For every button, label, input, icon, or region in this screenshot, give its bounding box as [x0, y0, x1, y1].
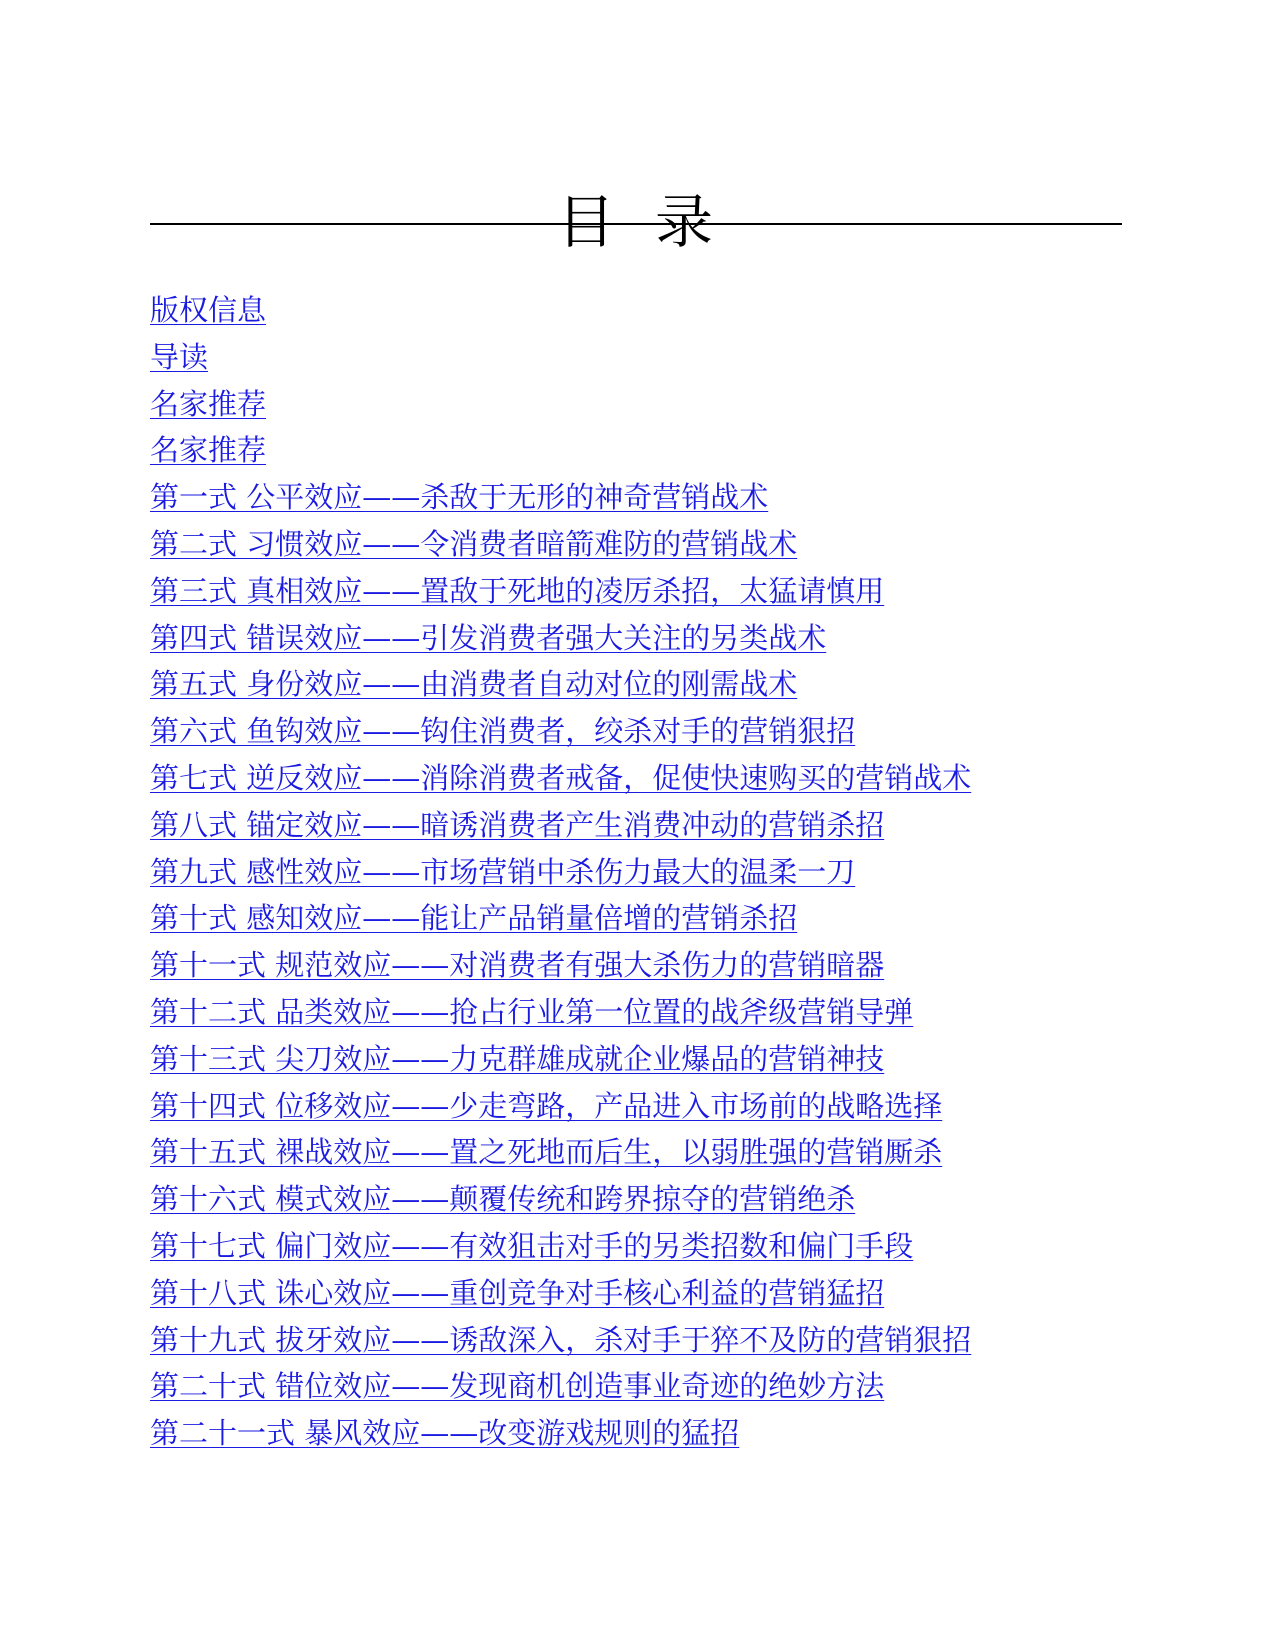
toc-link-chapter-18[interactable]: 第十八式 诛心效应——重创竞争对手核心利益的营销猛招: [150, 1275, 885, 1310]
toc-link-chapter-5[interactable]: 第五式 身份效应——由消费者自动对位的刚需战术: [150, 667, 798, 702]
toc-link-chapter-11[interactable]: 第十一式 规范效应——对消费者有强大杀伤力的营销暗器: [150, 948, 885, 983]
toc-item: [150, 989, 971, 1036]
toc-link-chapter-12[interactable]: 第十二式 品类效应——抢占行业第一位置的战斧级营销导弹: [150, 994, 914, 1029]
toc-link-recommendations-1[interactable]: 名家推荐: [150, 386, 267, 421]
toc-link-chapter-4[interactable]: 第四式 错误效应——引发消费者强大关注的另类战术: [150, 620, 827, 655]
toc-item: [150, 895, 971, 942]
toc-item: [150, 1317, 971, 1364]
toc-link-chapter-9[interactable]: 第九式 感性效应——市场营销中杀伤力最大的温柔一刀: [150, 854, 856, 889]
toc-link-chapter-20[interactable]: 第二十式 错位效应——发现商机创造事业奇迹的绝妙方法: [150, 1369, 885, 1404]
toc-item: [150, 708, 971, 755]
toc-item: [150, 521, 971, 568]
toc-link-chapter-1[interactable]: 第一式 公平效应——杀敌于无形的神奇营销战术: [150, 480, 769, 515]
toc-item: [150, 1223, 971, 1270]
toc-item: [150, 1036, 971, 1083]
toc-item: [150, 1083, 971, 1130]
toc-item: [150, 1176, 971, 1223]
toc-item: [150, 942, 971, 989]
toc-link-chapter-14[interactable]: 第十四式 位移效应——少走弯路，产品进入市场前的战略选择: [150, 1088, 943, 1123]
toc-item: [150, 1129, 971, 1176]
toc-link-chapter-15[interactable]: 第十五式 裸战效应——置之死地而后生，以弱胜强的营销厮杀: [150, 1135, 943, 1170]
table-of-contents: [150, 287, 971, 1457]
toc-item: [150, 427, 971, 474]
toc-item: [150, 802, 971, 849]
toc-link-chapter-21[interactable]: 第二十一式 暴风效应——改变游戏规则的猛招: [150, 1416, 740, 1451]
toc-link-chapter-10[interactable]: 第十式 感知效应——能让产品销量倍增的营销杀招: [150, 901, 798, 936]
toc-link-chapter-3[interactable]: 第三式 真相效应——置敌于死地的凌厉杀招，太猛请慎用: [150, 573, 885, 608]
toc-link-copyright[interactable]: 版权信息: [150, 293, 267, 327]
toc-item: [150, 568, 971, 615]
toc-link-chapter-2[interactable]: 第二式 习惯效应——令消费者暗箭难防的营销战术: [150, 526, 798, 561]
toc-item: [150, 1410, 971, 1457]
toc-link-chapter-7[interactable]: 第七式 逆反效应——消除消费者戒备，促使快速购买的营销战术: [150, 760, 972, 795]
toc-link-chapter-19[interactable]: 第十九式 拔牙效应——诱敌深入，杀对手于猝不及防的营销狠招: [150, 1322, 972, 1357]
page-title: 目录: [556, 187, 753, 256]
toc-item: [150, 661, 971, 708]
toc-link-recommendations-2[interactable]: 名家推荐: [150, 433, 267, 468]
toc-link-introduction[interactable]: 导读: [150, 339, 209, 374]
toc-item: [150, 381, 971, 428]
toc-item: [150, 755, 971, 802]
toc-item: [150, 1363, 971, 1410]
toc-item: [150, 474, 971, 521]
toc-item: [150, 334, 971, 381]
title-divider: [150, 223, 1122, 225]
toc-item: [150, 849, 971, 896]
toc-item: [150, 1270, 971, 1317]
toc-link-chapter-16[interactable]: 第十六式 模式效应——颠覆传统和跨界掠夺的营销绝杀: [150, 1182, 856, 1217]
toc-link-chapter-13[interactable]: 第十三式 尖刀效应——力克群雄成就企业爆品的营销神技: [150, 1041, 885, 1076]
toc-link-chapter-17[interactable]: 第十七式 偏门效应——有效狙击对手的另类招数和偏门手段: [150, 1228, 914, 1263]
toc-link-chapter-8[interactable]: 第八式 锚定效应——暗诱消费者产生消费冲动的营销杀招: [150, 807, 885, 842]
toc-link-chapter-6[interactable]: 第六式 鱼钩效应——钩住消费者，绞杀对手的营销狠招: [150, 714, 856, 749]
toc-item: [150, 615, 971, 662]
toc-item: [150, 287, 971, 334]
